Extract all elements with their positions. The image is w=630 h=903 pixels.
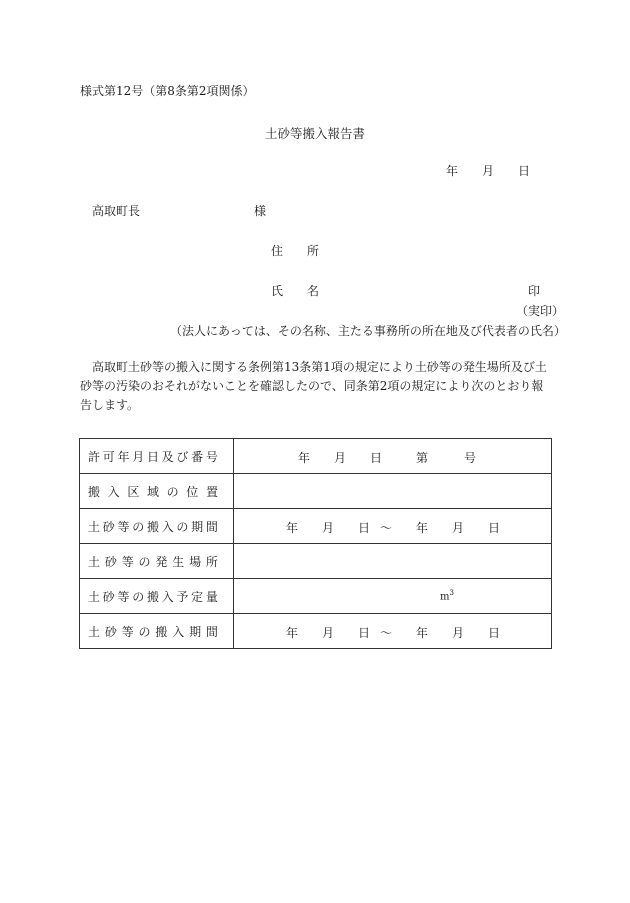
label-char: び <box>176 449 189 464</box>
table-row <box>80 439 552 474</box>
label-char: 等 <box>121 624 134 639</box>
period-2-month-1: 月 <box>322 626 335 640</box>
period-1-day-2: 日 <box>488 521 501 535</box>
label-char: 等 <box>117 519 130 534</box>
permit-no-suffix: 号 <box>464 451 477 465</box>
period-1-month-1: 月 <box>322 521 335 535</box>
label-char: 砂 <box>102 519 115 534</box>
label-char: 日 <box>146 449 159 464</box>
label-char: 等 <box>117 589 130 604</box>
volume-unit-exponent: 3 <box>449 589 454 597</box>
volume-unit <box>440 589 454 602</box>
label-char: 土 <box>88 519 101 534</box>
label-char: 入 <box>172 624 185 639</box>
period-2-year-1: 年 <box>286 626 299 640</box>
period-2-month-2: 月 <box>452 626 465 640</box>
table-row <box>80 579 552 614</box>
label-char: 所 <box>205 554 218 569</box>
label-char: 可 <box>102 449 115 464</box>
label-char: 番 <box>191 449 204 464</box>
label-char: 砂 <box>104 554 117 569</box>
address-label-char-1: 住 <box>271 244 284 258</box>
label-char: 間 <box>205 624 218 639</box>
period-1-day-1: 日 <box>358 521 371 535</box>
label-char: 量 <box>205 589 218 604</box>
label-char: 月 <box>132 449 145 464</box>
volume-unit-base: m <box>440 591 450 603</box>
label-char: 土 <box>88 624 101 639</box>
period-1-tilde: ～ <box>380 521 393 535</box>
period-1-year-2: 年 <box>416 521 429 535</box>
spaced-label <box>88 518 218 535</box>
label-char: 定 <box>191 589 204 604</box>
label-char: 搬 <box>88 484 101 499</box>
form-number: 様式第12号（第8条第2項関係） <box>80 84 255 98</box>
period-2-value-cell <box>234 614 552 649</box>
row-label-volume <box>80 579 234 614</box>
period-1-month-2: 月 <box>452 521 465 535</box>
date-year-label: 年 <box>446 164 459 178</box>
row-label-permit <box>80 439 234 474</box>
table-row <box>80 474 552 509</box>
report-table <box>79 438 552 649</box>
volume-value-cell <box>234 579 552 614</box>
label-char: 搬 <box>155 624 168 639</box>
corporate-note: （法人にあっては、その名称、主たる事務所の所在地及び代表者の氏名） <box>170 324 566 338</box>
period-1-year-1: 年 <box>286 521 299 535</box>
date-month-label: 月 <box>482 164 495 178</box>
date-day-label: 日 <box>518 164 531 178</box>
body-text: 高取町土砂等の搬入に関する条例第13条第1項の規定により土砂等の発生場所及び土砂等の汚染のおそれがないことを確認したので、同条第2項の規定により次のとおり報告します。 <box>80 360 547 412</box>
label-char: 入 <box>161 589 174 604</box>
label-char: 位 <box>186 484 199 499</box>
label-char: 搬 <box>146 519 159 534</box>
table-row <box>80 509 552 544</box>
label-char: 年 <box>117 449 130 464</box>
table-row <box>80 614 552 649</box>
row-label-area <box>80 474 234 509</box>
label-char: 場 <box>189 554 202 569</box>
row-label-period-2 <box>80 614 234 649</box>
permit-value-cell <box>234 439 552 474</box>
row-label-period-1 <box>80 509 234 544</box>
document-title: 土砂等搬入報告書 <box>264 126 365 141</box>
period-2-day-1: 日 <box>358 626 371 640</box>
label-char: 土 <box>88 554 101 569</box>
table-row <box>80 544 552 579</box>
spaced-label <box>88 448 218 465</box>
period-2-tilde: ～ <box>380 626 393 640</box>
permit-no-prefix: 第 <box>416 451 429 465</box>
address-label-char-2: 所 <box>307 244 320 258</box>
label-char: の <box>138 624 151 639</box>
label-char: 許 <box>88 449 101 464</box>
label-char: 生 <box>172 554 185 569</box>
name-label-char-2: 名 <box>307 284 320 298</box>
spaced-label <box>88 483 218 500</box>
addressee-honorific: 様 <box>254 204 267 218</box>
label-char: の <box>138 554 151 569</box>
period-2-year-2: 年 <box>416 626 429 640</box>
spaced-label <box>88 553 218 570</box>
spaced-label <box>88 588 218 605</box>
permit-day: 日 <box>370 451 383 465</box>
label-char: 砂 <box>104 624 117 639</box>
label-char: 搬 <box>146 589 159 604</box>
permit-month: 月 <box>334 451 347 465</box>
label-char: 域 <box>146 484 159 499</box>
label-char: 及 <box>161 449 174 464</box>
seal-note: （実印） <box>516 304 565 318</box>
label-char: 予 <box>176 589 189 604</box>
label-char: の <box>132 519 145 534</box>
label-char: 期 <box>191 519 204 534</box>
period-1-value-cell <box>234 509 552 544</box>
row-label-origin <box>80 544 234 579</box>
area-value-cell <box>234 474 552 509</box>
label-char: 入 <box>107 484 120 499</box>
seal-mark: 印 <box>528 284 541 298</box>
label-char: 間 <box>205 519 218 534</box>
label-char: の <box>132 589 145 604</box>
label-char: 区 <box>127 484 140 499</box>
label-char: の <box>166 484 179 499</box>
spaced-label <box>88 623 218 640</box>
label-char: 発 <box>155 554 168 569</box>
label-char: の <box>176 519 189 534</box>
permit-year: 年 <box>298 451 311 465</box>
origin-value-cell <box>234 544 552 579</box>
label-char: 号 <box>205 449 218 464</box>
label-char: 入 <box>161 519 174 534</box>
label-char: 砂 <box>102 589 115 604</box>
label-char: 等 <box>121 554 134 569</box>
label-char: 期 <box>189 624 202 639</box>
name-label-char-1: 氏 <box>271 284 284 298</box>
label-char: 置 <box>205 484 218 499</box>
addressee-name: 高取町長 <box>92 204 141 218</box>
period-2-day-2: 日 <box>488 626 501 640</box>
label-char: 土 <box>88 589 101 604</box>
